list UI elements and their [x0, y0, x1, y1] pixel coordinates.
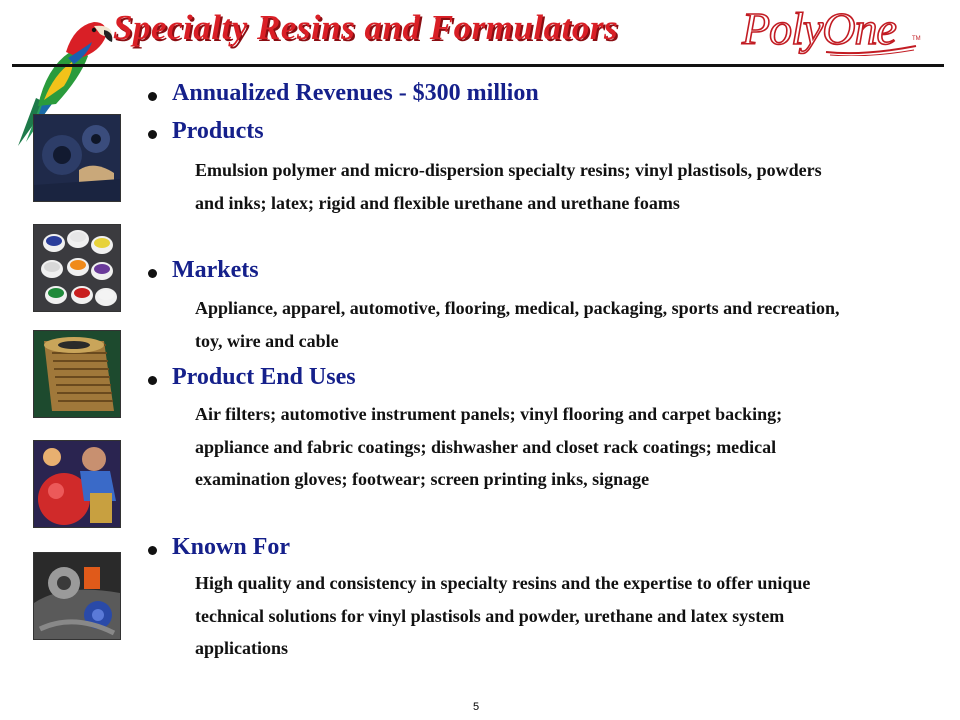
section-heading-known-for: Known For: [172, 534, 291, 560]
photo-ink-cups: [33, 224, 121, 312]
photo-air-filter: [33, 330, 121, 418]
section-body-end-uses: Air filters; automotive instrument panels; vinyl flooring and carpet backing; appliance and fabric coatings; dishwasher and closet rack coatings; medical examination gloves; footwear; screen printing inks, signage: [195, 404, 783, 489]
logo-tm: TM: [912, 36, 921, 42]
logo-text: PolyOne: [742, 3, 896, 54]
section-body-products: Emulsion polymer and micro-dispersion specialty resins; vinyl plastisols, powders and inks; latex; rigid and flexible urethane and urethane foams: [195, 160, 822, 213]
photo-toys-sports: [33, 440, 121, 528]
photo-foam-products: [33, 114, 121, 202]
bullet-dot: [148, 92, 157, 101]
slide-title: Specialty Resins and Formulators: [113, 8, 619, 47]
section-body-known-for: High quality and consistency in specialty resins and the expertise to offer unique technical solutions for vinyl plastisols and powder, urethane and latex system applications: [195, 573, 811, 658]
logo-swoosh: [824, 42, 919, 56]
section-heading-markets: Markets: [172, 257, 259, 283]
section-heading-revenues: Annualized Revenues - $300 million: [172, 80, 539, 106]
polyone-logo: [742, 2, 922, 58]
bullet-dot: [148, 546, 157, 555]
section-heading-products: Products: [172, 118, 264, 144]
title-divider: [12, 64, 944, 67]
section-heading-end-uses: Product End Uses: [172, 364, 356, 390]
section-body-markets: Appliance, apparel, automotive, flooring, medical, packaging, sports and recreation, toy, wire and cable: [195, 298, 840, 351]
bullet-dot: [148, 269, 157, 278]
page-number: 5: [473, 701, 480, 713]
photo-wire-cable: [33, 552, 121, 640]
bullet-dot: [148, 376, 157, 385]
bullet-dot: [148, 130, 157, 139]
